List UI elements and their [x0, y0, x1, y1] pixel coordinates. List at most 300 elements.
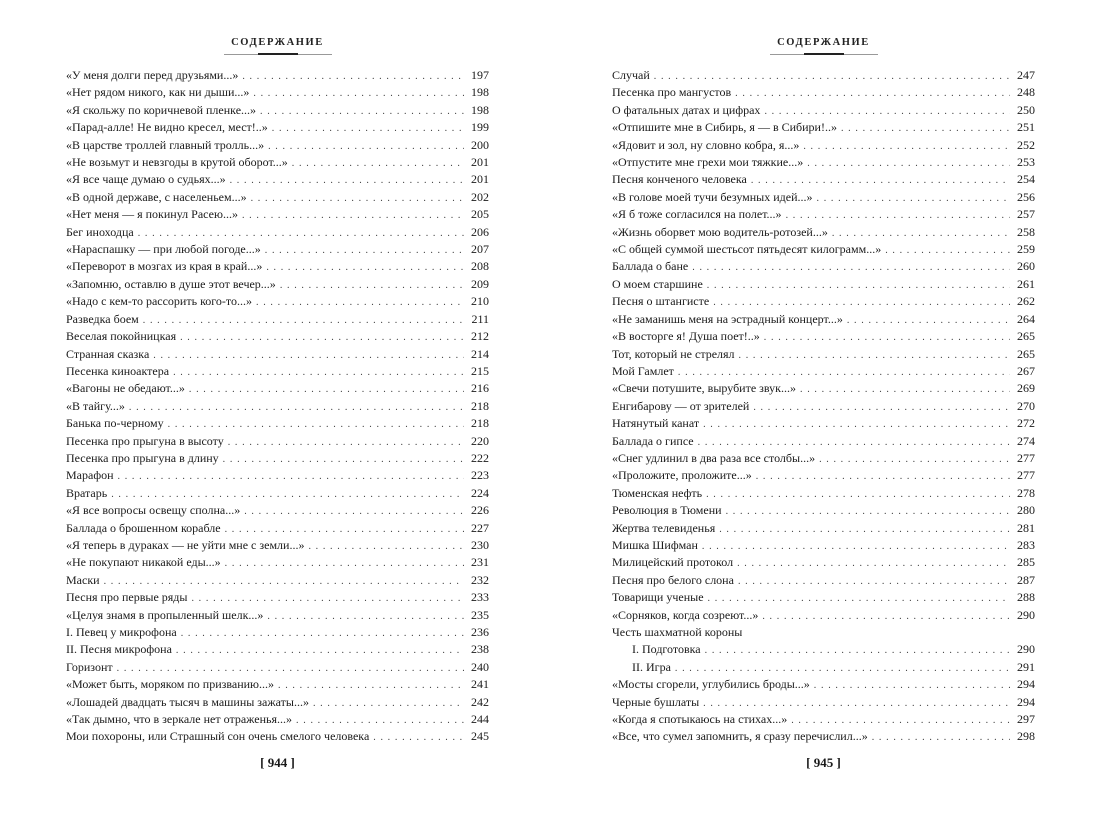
toc-entry-title: «Я скольжу по коричневой пленке...»: [66, 102, 257, 117]
toc-entry: [66, 67, 489, 84]
dot-leader: [260, 103, 464, 120]
toc-entry-page: 283: [1017, 537, 1035, 552]
toc-entry-page: 250: [1017, 102, 1035, 117]
toc-entry-title: «Я все чаще думаю о судьях...»: [66, 172, 226, 187]
toc-entry: [66, 589, 489, 606]
dot-leader: [692, 259, 1010, 276]
dot-leader: [885, 242, 1010, 259]
running-header: СОДЕРЖАНИЕ: [231, 37, 324, 48]
toc-entry: [66, 206, 489, 223]
toc-entry-title: «Надо с кем-то рассорить кого-то...»: [66, 294, 252, 309]
dot-leader: [814, 677, 1010, 694]
running-header: СОДЕРЖАНИЕ: [777, 37, 870, 48]
toc-entry-page: 197: [471, 68, 489, 82]
dot-leader: [180, 329, 464, 346]
toc-entry-title: Песенка киноактера: [66, 363, 170, 378]
toc-entry-title: Жертва телевиденья: [612, 520, 716, 535]
toc-entry-page: 223: [471, 468, 489, 483]
toc-entry-title: Банька по-черному: [66, 416, 164, 431]
toc-entry: [66, 328, 489, 345]
toc-entry-page: 277: [1017, 450, 1035, 465]
toc-entry: [612, 119, 1035, 136]
toc-entry-title: «Может быть, моряком по призванию...»: [66, 677, 275, 692]
dot-leader: [153, 347, 464, 364]
toc-entry-title: «В одной державе, с населеньем...»: [66, 189, 247, 204]
toc-entry-page: 227: [471, 520, 489, 535]
toc-list: [612, 67, 1035, 746]
toc-entry-title: «Нет рядом никого, как ни дыши...»: [66, 85, 250, 100]
toc-entry-title: Тюменская нефть: [612, 485, 703, 500]
dot-leader: [225, 555, 464, 572]
toc-entry-page: 258: [1017, 224, 1035, 239]
dot-leader: [118, 468, 464, 485]
toc-entry-title: «Запомню, оставлю в душе этот вечер...»: [66, 276, 276, 291]
toc-entry-title: «Все, что сумел запомнить, я сразу перечислил...»: [612, 729, 868, 744]
toc-entry-page: 288: [1017, 590, 1035, 605]
dot-leader: [176, 642, 464, 659]
toc-entry-title: Натянутый канат: [612, 416, 700, 431]
toc-entry-title: Баллада о гипсе: [612, 433, 694, 448]
toc-entry-page: 226: [471, 503, 489, 518]
toc-entry-title: «У меня долги перед друзьями...»: [66, 68, 239, 82]
toc-entry-title: «Когда я спотыкаюсь на стихах...»: [612, 712, 788, 727]
toc-entry: [66, 711, 489, 728]
toc-entry: [612, 502, 1035, 519]
toc-entry: [66, 293, 489, 310]
toc-entry-title: Мой Гамлет: [612, 363, 674, 378]
toc-entry-page: 265: [1017, 346, 1035, 361]
toc-entry-title: II. Игра: [632, 659, 671, 674]
dot-leader: [751, 172, 1010, 189]
toc-entry: [66, 554, 489, 571]
toc-entry: [66, 694, 489, 711]
toc-entry-title: Баллада о брошенном корабле: [66, 520, 221, 535]
toc-entry: [66, 607, 489, 624]
toc-entry-title: «Лошадей двадцать тысяч в машины зажаты...»: [66, 694, 309, 709]
toc-entry: [612, 171, 1035, 188]
dot-leader: [847, 312, 1010, 329]
toc-entry-page: 294: [1017, 694, 1035, 709]
toc-entry: [66, 276, 489, 293]
toc-entry-title: Песня конченого человека: [612, 172, 747, 187]
toc-entry: [66, 398, 489, 415]
toc-entry-title: I. Подготовка: [632, 642, 701, 657]
toc-entry-page: 242: [471, 694, 489, 709]
toc-entry: [612, 641, 1035, 658]
dot-leader: [753, 399, 1010, 416]
dot-leader: [117, 660, 464, 677]
dot-leader: [280, 277, 464, 294]
toc-entry-title: «Парад-алле! Не видно кресел, мест!..»: [66, 120, 268, 135]
dot-leader: [737, 555, 1010, 572]
toc-entry-title: Марафон: [66, 468, 114, 483]
dot-leader: [872, 729, 1010, 746]
dot-leader: [292, 155, 464, 172]
toc-entry-title: Песня про белого слона: [612, 572, 734, 587]
toc-entry-page: 290: [1017, 607, 1035, 622]
toc-entry-page: 256: [1017, 189, 1035, 204]
toc-entry-title: Веселая покойницкая: [66, 329, 177, 344]
toc-entry-page: 198: [471, 85, 489, 100]
toc-entry-title: «Ядовит и зол, ну словно кобра, я...»: [612, 137, 800, 152]
dot-leader: [832, 225, 1010, 242]
toc-entry: [612, 415, 1035, 432]
toc-entry: [612, 676, 1035, 693]
toc-entry-page: 215: [471, 363, 489, 378]
toc-entry-page: 214: [471, 346, 489, 361]
toc-entry-page: 238: [471, 642, 489, 657]
toc-entry-title: Разведка боем: [66, 311, 139, 326]
toc-entry: [612, 189, 1035, 206]
toc-entry-title: Честь шахматной короны: [612, 625, 743, 639]
toc-entry-title: «Целуя знамя в пропыленный шелк...»: [66, 607, 264, 622]
dot-leader: [189, 381, 464, 398]
dot-leader: [373, 729, 464, 746]
toc-entry-page: 254: [1017, 172, 1035, 187]
toc-entry: [612, 328, 1035, 345]
dot-leader: [803, 138, 1010, 155]
toc-entry-title: «Свечи потушите, вырубите звук...»: [612, 381, 797, 396]
toc-entry-title: «Я б тоже согласился на полет...»: [612, 207, 782, 222]
toc-entry: [612, 258, 1035, 275]
toc-entry-page: 262: [1017, 294, 1035, 309]
dot-leader: [707, 277, 1010, 294]
dot-leader: [265, 242, 464, 259]
toc-entry: [66, 537, 489, 554]
dot-leader: [143, 312, 464, 329]
toc-entry-page: 264: [1017, 311, 1035, 326]
dot-leader: [278, 677, 464, 694]
dot-leader: [800, 381, 1010, 398]
dot-leader: [756, 468, 1010, 485]
toc-entry-page: 290: [1017, 642, 1035, 657]
toc-entry: [612, 572, 1035, 589]
toc-entry: [612, 624, 1035, 641]
dot-leader: [129, 399, 464, 416]
toc-entry: [612, 137, 1035, 154]
toc-entry-title: «Не возьмут и невзгоды в крутой оборот...»: [66, 155, 288, 170]
toc-entry-title: Бег иноходца: [66, 224, 134, 239]
toc-entry-title: Маски: [66, 572, 100, 587]
dot-leader: [223, 451, 464, 468]
dot-leader: [266, 259, 464, 276]
toc-entry-title: Горизонт: [66, 659, 113, 674]
toc-entry-page: 218: [471, 398, 489, 413]
toc-entry-page: 208: [471, 259, 489, 274]
toc-entry: [612, 694, 1035, 711]
dot-leader: [268, 138, 464, 155]
dot-leader: [104, 573, 464, 590]
toc-entry: [612, 711, 1035, 728]
toc-entry: [612, 433, 1035, 450]
toc-entry: [612, 311, 1035, 328]
toc-entry: [612, 241, 1035, 258]
page-number: [ 945 ]: [806, 755, 841, 770]
toc-entry-page: 247: [1017, 68, 1035, 82]
toc-entry-page: 240: [471, 659, 489, 674]
toc-entry-page: 285: [1017, 555, 1035, 570]
toc-entry: [66, 154, 489, 171]
toc-entry-page: 248: [1017, 85, 1035, 100]
toc-entry-page: 211: [471, 311, 489, 326]
toc-entry-title: Мои похороны, или Страшный сон очень смелого человека: [66, 729, 370, 744]
dot-leader: [706, 486, 1010, 503]
dot-leader: [242, 68, 464, 85]
toc-entry-page: 252: [1017, 137, 1035, 152]
toc-entry-title: Вратарь: [66, 485, 108, 500]
toc-entry: [612, 659, 1035, 676]
toc-entry-title: О фатальных датах и цифрах: [612, 102, 761, 117]
dot-leader: [719, 521, 1010, 538]
toc-entry-page: 272: [1017, 416, 1035, 431]
page-number: [ 944 ]: [260, 755, 295, 770]
toc-entry-page: 206: [471, 224, 489, 239]
toc-entry-title: Песенка про прыгуна в высоту: [66, 433, 224, 448]
toc-entry: [612, 224, 1035, 241]
toc-entry-page: 224: [471, 485, 489, 500]
toc-entry: [66, 346, 489, 363]
toc-entry: [66, 224, 489, 241]
toc-entry-page: 274: [1017, 433, 1035, 448]
toc-entry: [66, 450, 489, 467]
toc-entry: [66, 415, 489, 432]
toc-entry-title: «Нет меня — я покинул Расею...»: [66, 207, 238, 222]
toc-entry: [66, 119, 489, 136]
toc-entry-title: «Не заманишь меня на эстрадный концерт...»: [612, 311, 843, 326]
toc-entry-title: Товарищи ученые: [612, 590, 704, 605]
toc-entry-page: 199: [471, 120, 489, 135]
toc-entry-page: 294: [1017, 677, 1035, 692]
toc-entry-title: Песня про первые ряды: [66, 590, 188, 605]
toc-entry: [612, 276, 1035, 293]
toc-entry-title: Песня о штангисте: [612, 294, 710, 309]
toc-entry: [66, 572, 489, 589]
dot-leader: [735, 85, 1010, 102]
toc-entry-page: 267: [1017, 363, 1035, 378]
toc-entry-page: 244: [471, 712, 489, 727]
toc-entry: [66, 137, 489, 154]
dot-leader: [841, 120, 1010, 137]
toc-entry: [612, 554, 1035, 571]
dot-leader: [181, 625, 464, 642]
toc-entry: [66, 502, 489, 519]
toc-entry-page: 201: [471, 155, 489, 170]
dot-leader: [253, 85, 464, 102]
toc-entry: [66, 380, 489, 397]
dot-leader: [654, 68, 1010, 85]
toc-entry-title: О моем старшине: [612, 276, 703, 291]
dot-leader: [256, 294, 464, 311]
toc-entry-page: 236: [471, 625, 489, 639]
toc-entry: [612, 293, 1035, 310]
dot-leader: [762, 608, 1010, 625]
toc-entry: [66, 467, 489, 484]
toc-entry-title: «В голове моей тучи безумных идей...»: [612, 189, 813, 204]
toc-entry-page: 287: [1017, 572, 1035, 587]
toc-entry-page: 222: [471, 450, 489, 465]
toc-entry-page: 230: [471, 537, 489, 552]
dot-leader: [807, 155, 1010, 172]
header-rule: [224, 54, 332, 55]
dot-leader: [111, 486, 464, 503]
toc-entry-page: 233: [471, 590, 489, 605]
toc-entry-page: 251: [1017, 120, 1035, 135]
toc-entry: [66, 189, 489, 206]
toc-entry: [612, 520, 1035, 537]
dot-leader: [708, 590, 1010, 607]
toc-entry-page: 205: [471, 207, 489, 222]
toc-entry: [66, 676, 489, 693]
toc-entry: [66, 241, 489, 258]
toc-entry: [612, 380, 1035, 397]
toc-entry-title: «Я все вопросы освещу сполна...»: [66, 503, 241, 518]
dot-leader: [764, 103, 1010, 120]
toc-entry: [66, 433, 489, 450]
toc-entry-title: «Вагоны не обедают...»: [66, 381, 185, 396]
dot-leader: [272, 120, 464, 137]
toc-entry: [66, 728, 489, 745]
left-page: [66, 0, 489, 825]
toc-entry-title: Баллада о бане: [612, 259, 689, 274]
toc-entry: [66, 171, 489, 188]
toc-entry-page: 212: [471, 329, 489, 344]
toc-entry-title: Тот, который не стрелял: [612, 346, 735, 361]
toc-entry-page: 261: [1017, 276, 1035, 291]
toc-entry-title: «С общей суммой шестьсот пятьдесят килограмм...»: [612, 242, 882, 257]
toc-entry-title: «В царстве троллей главный тролль...»: [66, 137, 265, 152]
dot-leader: [675, 660, 1010, 677]
dot-leader: [703, 695, 1010, 712]
dot-leader: [817, 190, 1010, 207]
right-page: [612, 0, 1035, 825]
toc-entry: [66, 659, 489, 676]
toc-entry-page: 202: [471, 189, 489, 204]
dot-leader: [786, 207, 1010, 224]
toc-entry: [612, 84, 1035, 101]
toc-entry-title: «Не покупают никакой еды...»: [66, 555, 221, 570]
toc-entry-page: 277: [1017, 468, 1035, 483]
toc-entry-title: Случай: [612, 68, 650, 82]
toc-entry: [612, 398, 1035, 415]
toc-entry: [612, 206, 1035, 223]
toc-entry-page: 260: [1017, 259, 1035, 274]
dot-leader: [739, 347, 1010, 364]
toc-entry-title: Черные бушлаты: [612, 694, 700, 709]
header-rule: [770, 54, 878, 55]
toc-entry-title: Странная сказка: [66, 346, 150, 361]
toc-entry-page: 201: [471, 172, 489, 187]
toc-entry-page: 241: [471, 677, 489, 692]
toc-entry: [612, 102, 1035, 119]
dot-leader: [678, 364, 1010, 381]
toc-entry-title: «Жизнь оборвет мою водитель-ротозей...»: [612, 224, 828, 239]
toc-entry-title: «Проложите, проложите...»: [612, 468, 752, 483]
toc-entry-title: «В тайгу...»: [66, 398, 125, 413]
dot-leader: [713, 294, 1010, 311]
toc-entry-page: 216: [471, 381, 489, 396]
toc-entry: [66, 102, 489, 119]
toc-entry-title: «Отпишите мне в Сибирь, я — в Сибири!..»: [612, 120, 837, 135]
toc-entry: [612, 467, 1035, 484]
toc-entry-page: 253: [1017, 155, 1035, 170]
toc-entry-page: 198: [471, 102, 489, 117]
toc-entry-page: 278: [1017, 485, 1035, 500]
dot-leader: [313, 695, 464, 712]
toc-entry-page: 259: [1017, 242, 1035, 257]
toc-entry: [66, 258, 489, 275]
toc-entry-page: 231: [471, 555, 489, 570]
toc-entry-page: 218: [471, 416, 489, 431]
dot-leader: [228, 434, 464, 451]
dot-leader: [791, 712, 1010, 729]
toc-entry-title: Милицейский протокол: [612, 555, 734, 570]
toc-entry-page: 220: [471, 433, 489, 448]
toc-entry-page: 291: [1017, 659, 1035, 674]
toc-entry-title: «Снег удлинил в два раза все столбы...»: [612, 450, 816, 465]
toc-entry-title: Енгибарову — от зрителей: [612, 398, 750, 413]
toc-entry: [66, 485, 489, 502]
toc-entry-title: «Отпустите мне грехи мои тяжкие...»: [612, 155, 804, 170]
toc-entry-title: II. Песня микрофона: [66, 642, 172, 657]
dot-leader: [764, 329, 1010, 346]
toc-entry: [66, 641, 489, 658]
toc-entry-title: «Я теперь в дураках — не уйти мне с земли...»: [66, 537, 305, 552]
toc-entry: [612, 67, 1035, 84]
toc-entry-title: Песенка про прыгуна в длину: [66, 450, 219, 465]
toc-entry-title: «Так дымно, что в зеркале нет отраженья...»: [66, 712, 293, 727]
toc-entry: [612, 450, 1035, 467]
toc-entry-page: 235: [471, 607, 489, 622]
dot-leader: [703, 416, 1010, 433]
toc-entry-page: 209: [471, 276, 489, 291]
dot-leader: [138, 225, 464, 242]
toc-entry: [612, 154, 1035, 171]
toc-entry-page: 232: [471, 572, 489, 587]
dot-leader: [819, 451, 1010, 468]
toc-entry-page: 270: [1017, 398, 1035, 413]
dot-leader: [242, 207, 464, 224]
toc-entry-page: 280: [1017, 503, 1035, 518]
toc-list: [66, 67, 489, 746]
dot-leader: [726, 503, 1010, 520]
dot-leader: [308, 538, 464, 555]
toc-entry-page: 265: [1017, 329, 1035, 344]
toc-entry-title: Революция в Тюмени: [612, 503, 722, 518]
toc-entry-page: 281: [1017, 520, 1035, 535]
toc-entry: [612, 363, 1035, 380]
toc-entry-title: «В восторге я! Душа поет!..»: [612, 329, 760, 344]
dot-leader: [191, 590, 464, 607]
toc-entry: [66, 311, 489, 328]
dot-leader: [168, 416, 464, 433]
toc-entry-page: 298: [1017, 729, 1035, 744]
toc-entry: [66, 520, 489, 537]
toc-entry-page: 257: [1017, 207, 1035, 222]
toc-entry-page: 297: [1017, 712, 1035, 727]
toc-entry-title: Мишка Шифман: [612, 537, 698, 552]
dot-leader: [296, 712, 464, 729]
toc-entry-title: «Сорняков, когда созреют...»: [612, 607, 759, 622]
dot-leader: [698, 434, 1010, 451]
toc-entry: [612, 728, 1035, 745]
dot-leader: [251, 190, 464, 207]
toc-entry: [612, 537, 1035, 554]
toc-entry-page: 210: [471, 294, 489, 309]
toc-entry: [612, 485, 1035, 502]
toc-entry: [612, 607, 1035, 624]
toc-entry-page: 200: [471, 137, 489, 152]
toc-entry: [66, 624, 489, 641]
